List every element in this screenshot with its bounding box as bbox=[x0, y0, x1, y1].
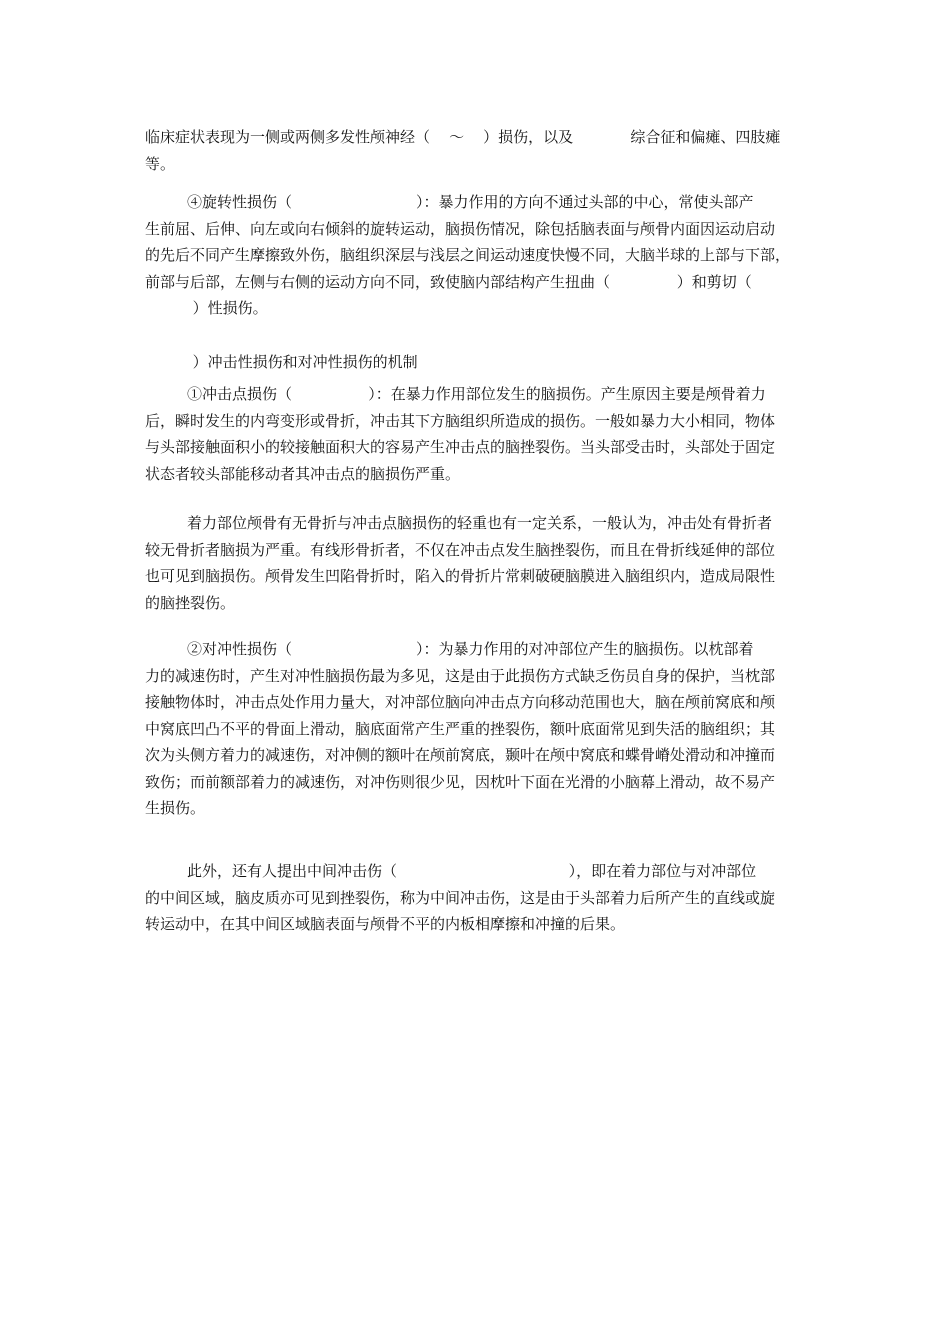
text-line: 生前屈、后伸、向左或向右倾斜的旋转运动，脑损伤情况，除包括脑表面与颅骨内面因运动启动 bbox=[145, 219, 776, 238]
text-line: 与头部接触面积小的较接触面积大的容易产生冲击点的脑挫裂伤。当头部受击时，头部处于固定 bbox=[145, 438, 776, 456]
text-line: 也可见到脑损伤。颅骨发生凹陷骨折时，陷入的骨折片常刺破硬脑膜进入脑组织内，造成局限性 bbox=[145, 567, 776, 585]
text-line: 力的减速伤时，产生对冲性脑损伤最为多见，这是由于此损伤方式缺乏伤员自身的保护，当枕部 bbox=[145, 666, 776, 685]
text-line: 转运动中，在其中间区域脑表面与颅骨不平的内板相摩擦和冲撞的后果。 bbox=[145, 915, 626, 933]
text-line: 临床症状表现为一侧或两侧多发性颅神经（ ～ ）损伤，以及 综合征和偏瘫、四肢瘫 bbox=[145, 128, 781, 146]
text-line: 较无骨折者脑损为严重。有线形骨折者，不仅在冲击点发生脑挫裂伤，而且在骨折线延伸的部位 bbox=[145, 540, 776, 559]
paragraph-intermediate-coup bbox=[145, 858, 807, 938]
text-line: 后，瞬时发生的内弯变形或骨折，冲击其下方脑组织所造成的损伤。一般如暴力大小相同，物体 bbox=[145, 411, 776, 430]
text-line: 的脑挫裂伤。 bbox=[145, 593, 236, 612]
paragraph-fracture-relation bbox=[145, 510, 807, 616]
text-line: ）性损伤。 bbox=[145, 299, 268, 317]
text-line: 中窝底凹凸不平的骨面上滑动，脑底面常产生严重的挫裂伤，额叶底面常见到失活的脑组织；其 bbox=[145, 719, 776, 738]
text-line: ）冲击性损伤和对冲性损伤的机制 bbox=[145, 353, 418, 371]
text-line: 着力部位颅骨有无骨折与冲击点脑损伤的轻重也有一定关系，一般认为，冲击处有骨折者 bbox=[187, 514, 773, 532]
text-line: 前部与后部，左侧与右侧的运动方向不同，致使脑内部结构产生扭曲（ ）和剪切（ bbox=[145, 272, 752, 291]
paragraph-cranial-nerve bbox=[145, 124, 807, 177]
text-line: 的中间区域，脑皮质亦可见到挫裂伤，称为中间冲击伤，这是由于头部着力后所产生的直线或旋 bbox=[145, 888, 776, 907]
text-line: ④旋转性损伤（ ）：暴力作用的方向不通过头部的中心，常使头部产 bbox=[187, 193, 754, 211]
text-line: 次为头侧方着力的减速伤，对冲侧的额叶在颅前窝底，颞叶在颅中窝底和蝶骨嵴处滑动和冲撞而 bbox=[145, 746, 776, 764]
section-heading-mechanism bbox=[145, 349, 807, 376]
text-line: 状态者较头部能移动者其冲击点的脑损伤严重。 bbox=[145, 464, 461, 483]
paragraph-rotational-injury bbox=[145, 189, 807, 322]
text-line: ①冲击点损伤（ ）：在暴力作用部位发生的脑损伤。产生原因主要是颅骨着力 bbox=[187, 385, 766, 403]
text-line: 接触物体时，冲击点处作用力量大，对冲部位脑向冲击点方向移动范围也大，脑在颅前窝底和颅 bbox=[145, 693, 776, 711]
text-line: 此外，还有人提出中间冲击伤（ ），即在着力部位与对冲部位 bbox=[187, 862, 757, 880]
text-line: 致伤；而前额部着力的减速伤，对冲伤则很少见，因枕叶下面在光滑的小脑幕上滑动，故不易产 bbox=[145, 772, 776, 791]
paragraph-contrecoup-injury bbox=[145, 636, 807, 822]
paragraph-coup-injury bbox=[145, 381, 807, 487]
text-line: 的先后不同产生摩擦致外伤，脑组织深层与浅层之间运动速度快慢不同，大脑半球的上部与下部， bbox=[145, 246, 791, 264]
text-line: ②对冲性损伤（ ）：为暴力作用的对冲部位产生的脑损伤。以枕部着 bbox=[187, 640, 754, 658]
text-line: 等。 bbox=[145, 154, 176, 173]
text-line: 生损伤。 bbox=[145, 799, 206, 817]
